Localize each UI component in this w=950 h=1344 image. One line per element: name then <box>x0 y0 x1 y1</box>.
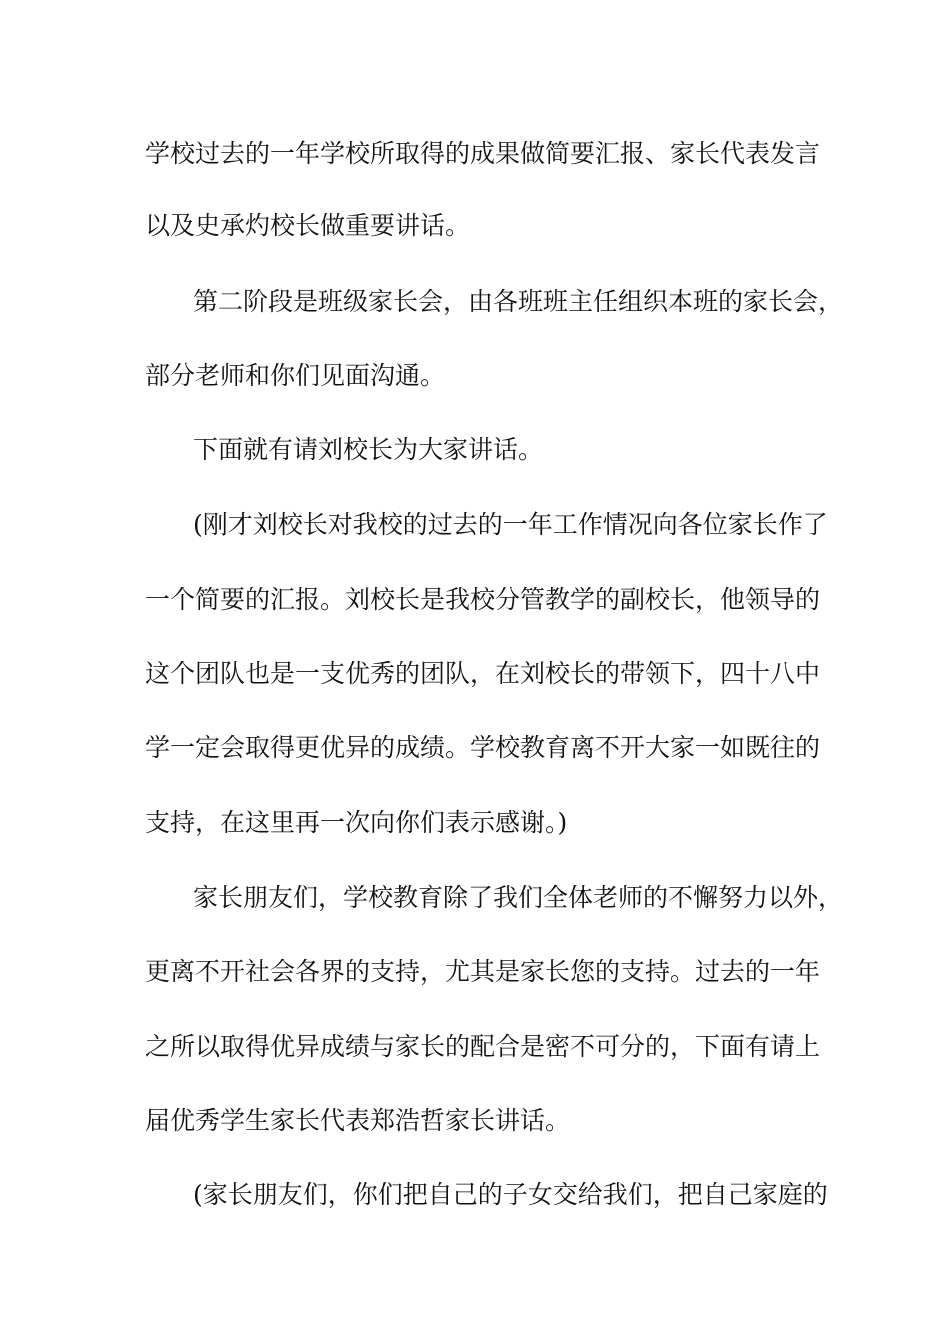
text-line: 家长朋友们，学校教育除了我们全体老师的不懈努力以外， <box>193 883 844 912</box>
text-line: 部分老师和你们见面沟通。 <box>145 361 446 390</box>
text-line: (家长朋友们，你们把自己的子女交给我们，把自己家庭的 <box>193 1180 828 1209</box>
text-line: 以及史承灼校长做重要讲话。 <box>145 211 471 240</box>
text-line: 学校过去的一年学校所取得的成果做简要汇报、家长代表发言 <box>145 139 821 168</box>
text-line: 学一定会取得更优异的成绩。学校教育离不开大家一如既往的 <box>145 733 821 762</box>
text-line: (刚才刘校长对我校的过去的一年工作情况向各位家长作了 <box>193 510 828 539</box>
text-line: 这个团队也是一支优秀的团队，在刘校长的带领下，四十八中 <box>145 659 821 688</box>
text-line: 第二阶段是班级家长会，由各班班主任组织本班的家长会， <box>193 287 844 316</box>
text-line: 更离不开社会各界的支持，尤其是家长您的支持。过去的一年 <box>145 957 821 986</box>
text-line: 之所以取得优异成绩与家长的配合是密不可分的，下面有请上 <box>145 1032 821 1061</box>
text-line: 支持，在这里再一次向你们表示感谢。) <box>145 808 568 837</box>
text-line: 下面就有请刘校长为大家讲话。 <box>193 435 544 464</box>
text-line: 一个简要的汇报。刘校长是我校分管教学的副校长，他领导的 <box>145 585 821 614</box>
text-line: 届优秀学生家长代表郑浩哲家长讲话。 <box>145 1106 571 1135</box>
